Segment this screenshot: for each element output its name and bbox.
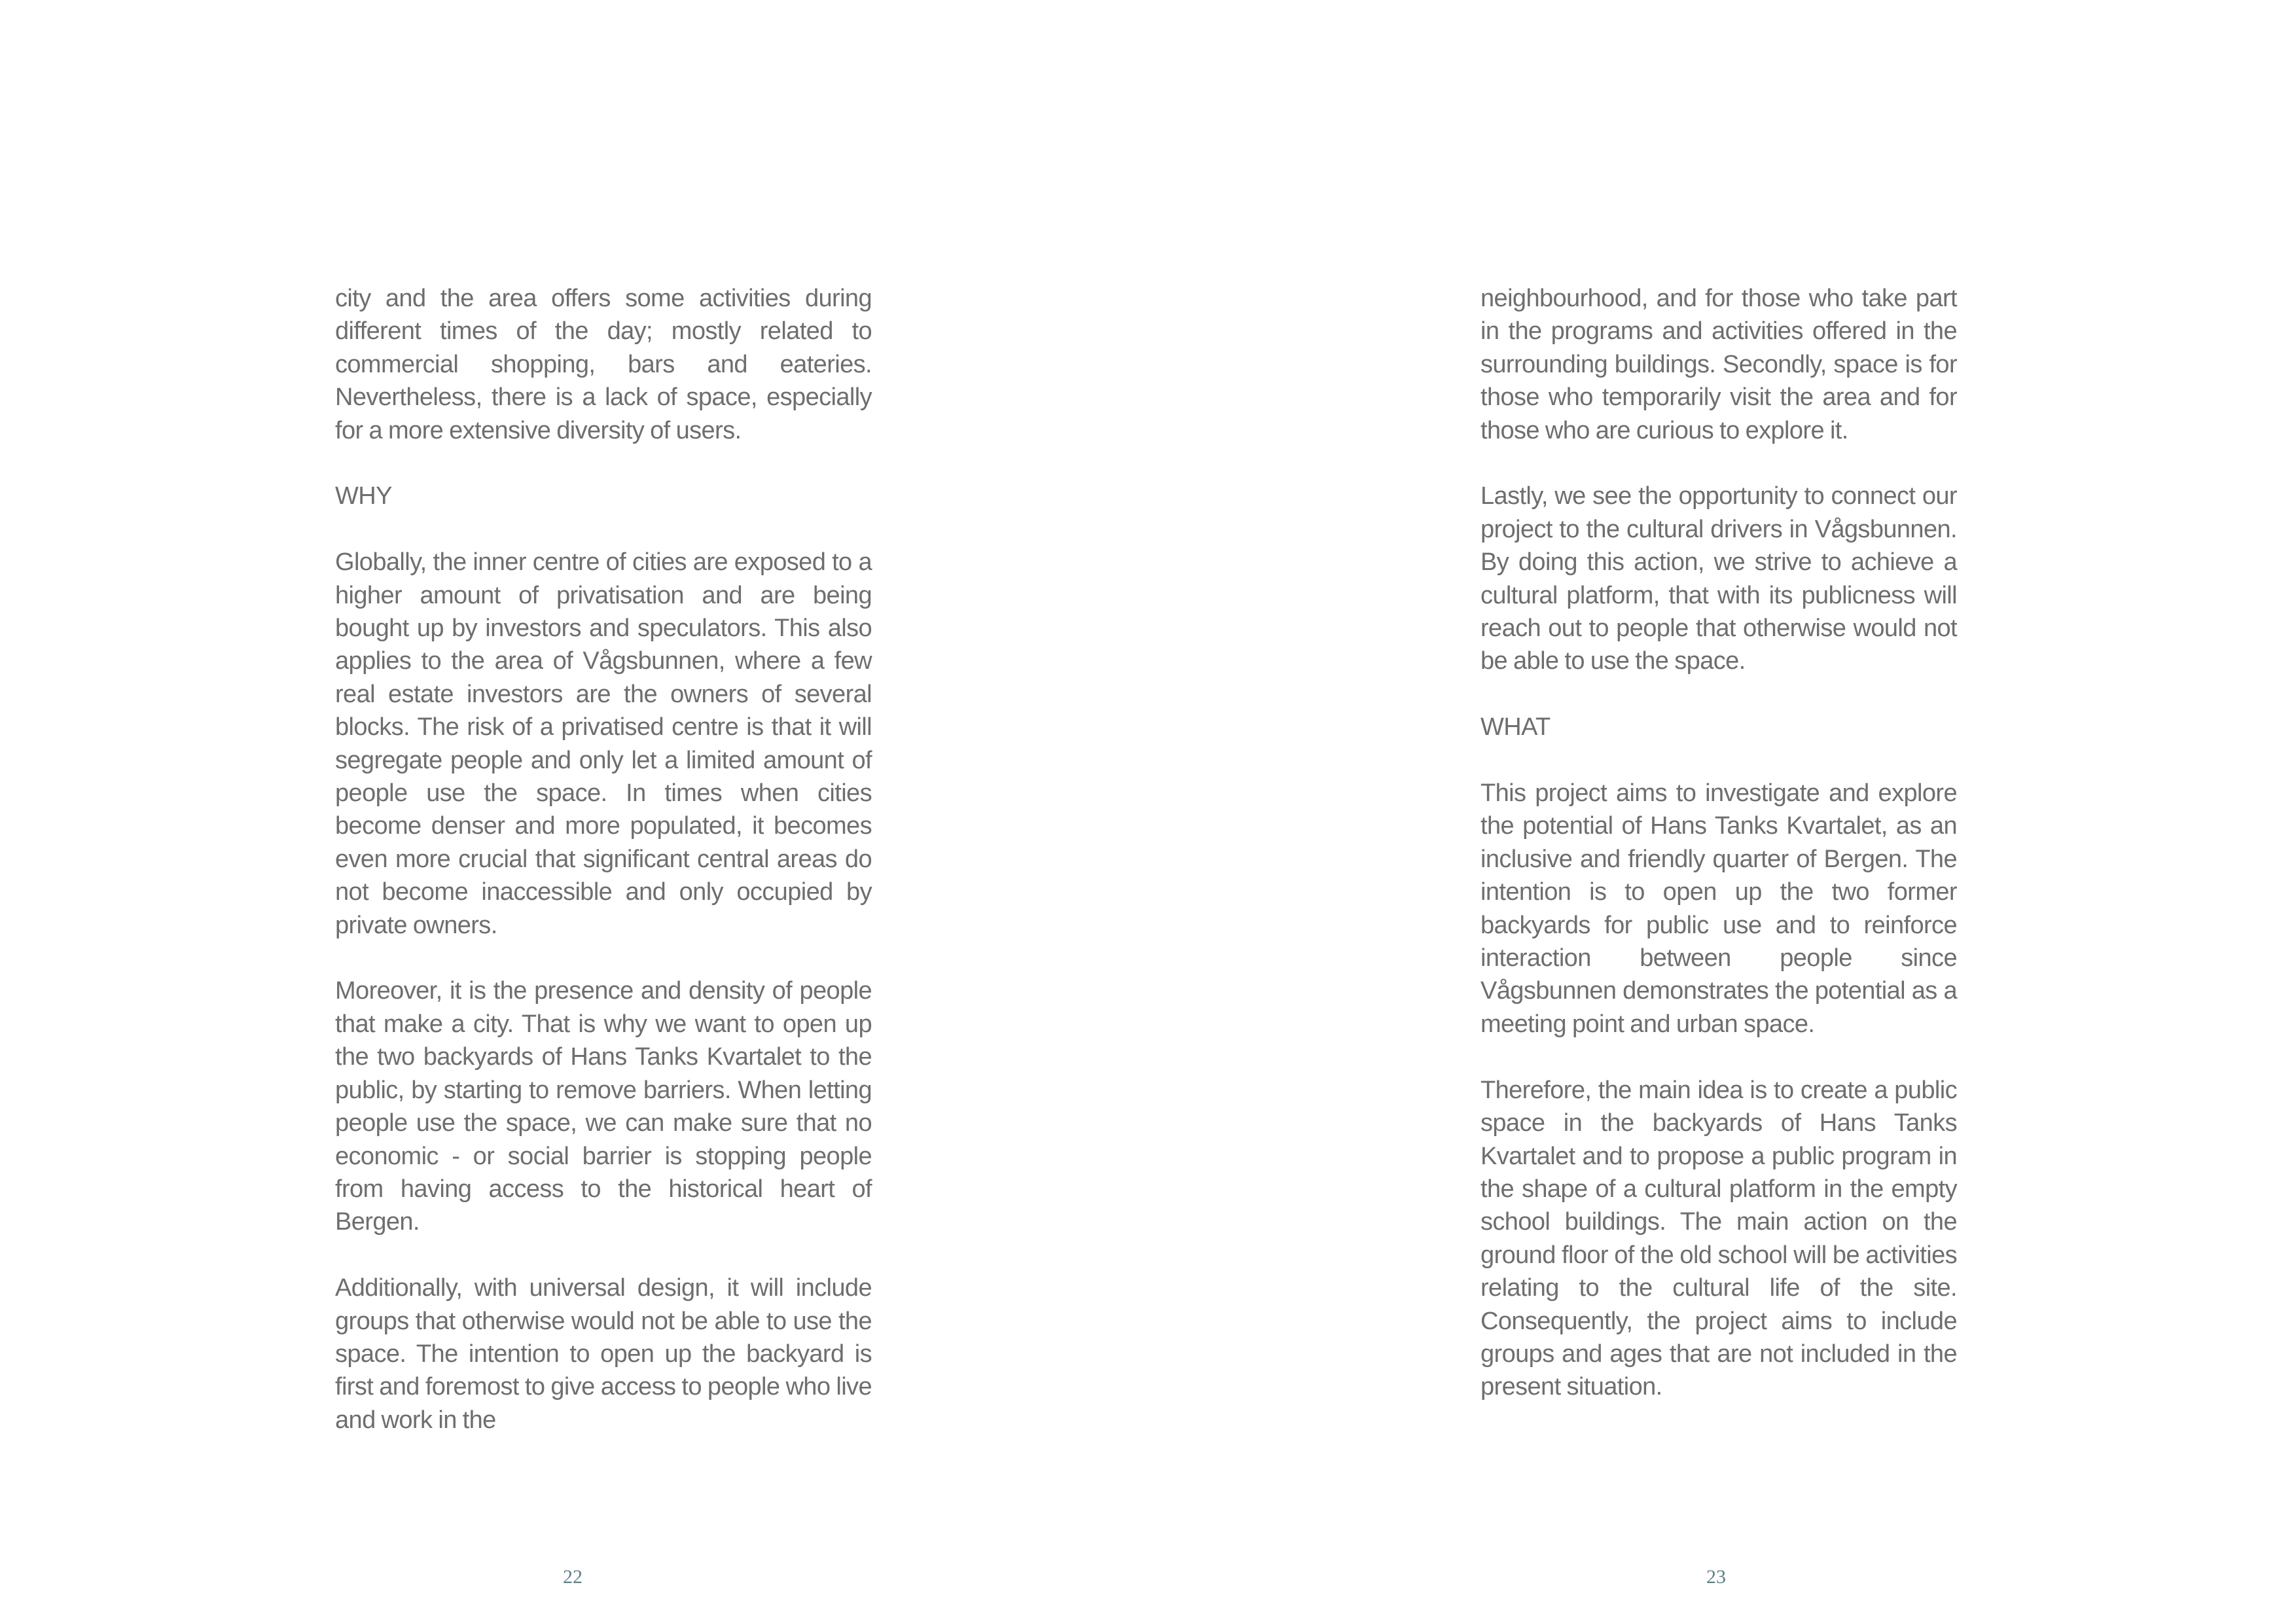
page-number: 23	[1706, 1566, 1726, 1588]
paragraph: city and the area offers some activities during different times of the day; mostly related to commercial shopping, bars and eateries. Nevertheless, there is a lack of space, especially for a more extensive diversity of users.	[335, 285, 872, 444]
paragraph: Additionally, with universal design, it will include groups that otherwise would not be able to use the space. The intention to open up the backyard is first and foremost to give access to people who live and work in the	[335, 1274, 872, 1434]
left-text-column	[335, 282, 872, 1470]
paragraph: Globally, the inner centre of cities are exposed to a higher amount of privatisation and are being bought up by investors and speculators. This also applies to the area of Vågsbunnen, where a few real estate investors are the owners of several blocks. The risk of a privatised centre is that it will segregate people and only let a limited amount of people use the space. In times when cities become denser and more populated, it becomes even more crucial that significant central areas do not become inaccessible and only occupied by private owners.	[335, 548, 872, 939]
paragraph: This project aims to investigate and explore the potential of Hans Tanks Kvartalet, as an inclusive and friendly quarter of Bergen. The intention is to open up the two former backyards for public use and to reinforce interaction between people since Vågsbunnen demonstrates the potential as a meeting point and urban space.	[1480, 779, 1957, 1038]
paragraph: neighbourhood, and for those who take part in the programs and activities offered in the surrounding buildings. Secondly, space is for those who temporarily visit the area and for those who are curious to explore it.	[1480, 285, 1957, 444]
paragraph: Lastly, we see the opportunity to connect our project to the cultural drivers in Vågsbunnen. By doing this action, we strive to achieve a cultural platform, that with its publicness will reach out to people that otherwise would not be able to use the space.	[1480, 482, 1957, 675]
paragraph: Therefore, the main idea is to create a public space in the backyards of Hans Tanks Kvartalet and to propose a public program in the shape of a cultural platform in the empty school buildings. The main action on the ground floor of the old school will be activities relating to the cultural life of the site. Consequently, the project aims to include groups and ages that are not included in the present situation.	[1480, 1076, 1957, 1401]
page-number: 22	[563, 1566, 583, 1588]
section-heading-what: WHAT	[1480, 713, 1551, 741]
right-text-column	[1480, 282, 1957, 1436]
paragraph: Moreover, it is the presence and density of people that make a city. That is why we want to open up the two backyards of Hans Tanks Kvartalet to the public, by starting to remove barriers. When letting people use the space, we can make sure that no economic - or social barrier is stopping people from having access to the historical heart of Bergen.	[335, 977, 872, 1236]
right-page	[1148, 0, 2296, 1623]
section-heading-why: WHY	[335, 482, 392, 510]
